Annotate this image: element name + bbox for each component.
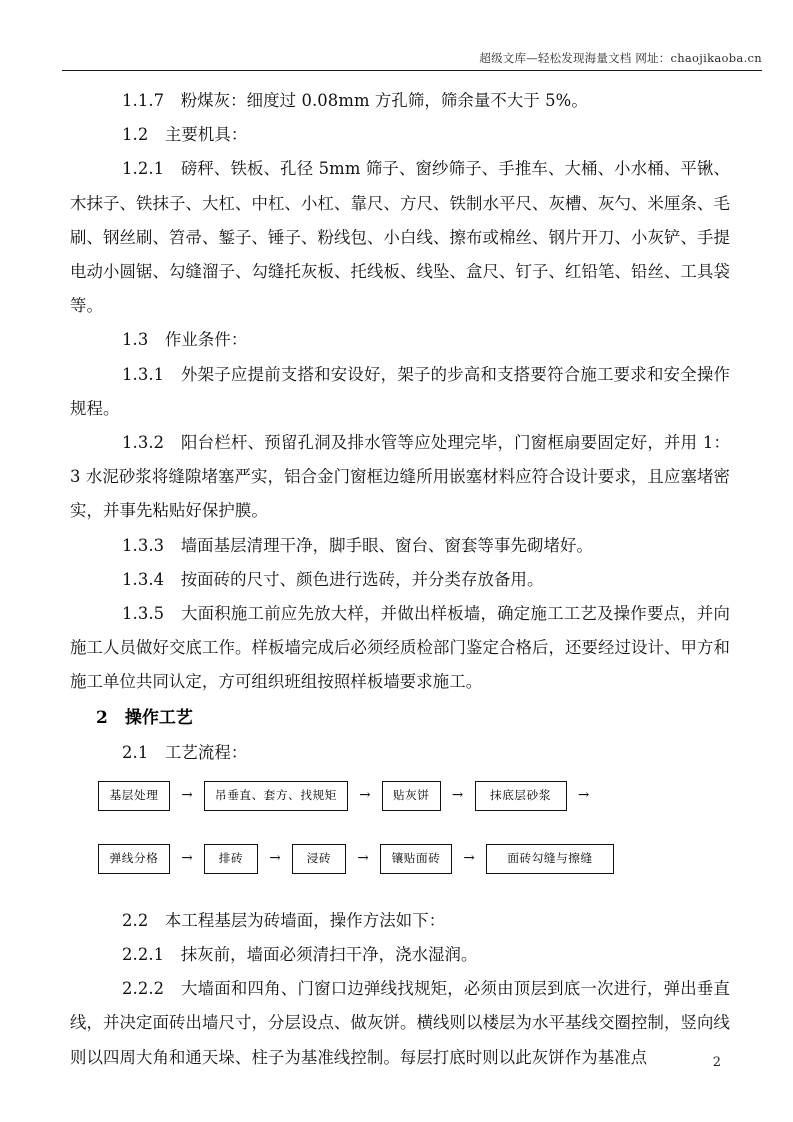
- flowchart-arrow-icon: →: [181, 787, 193, 804]
- flowchart-step: 抹底层砂浆: [475, 781, 567, 811]
- paragraph-1-3: 1.3 作业条件：: [122, 330, 248, 350]
- header-url-label: 网址：: [635, 51, 671, 65]
- flowchart-arrow-icon: →: [269, 850, 281, 867]
- paragraph-2-2-2: 2.2.2 大墙面和四角、门窗口边弹线找规矩，必须由顶层到底一次进行，弹出垂直线，并决定面砖出墙尺寸，分层设点、做灰饼。横线则以楼层为水平基线交圈控制，竖向线则以四周大角和通天垛、柱子为基准线控制。每层打底时则以此灰饼作为基准点: [70, 979, 730, 1067]
- flowchart-step: 面砖勾缝与擦缝: [486, 844, 614, 874]
- flowchart-arrow-icon: →: [359, 787, 371, 804]
- paragraph-1-3-5: 1.3.5 大面积施工前应先放大样，并做出样板墙，确定施工工艺及操作要点，并向施工人员做好交底工作。样板墙完成后必须经质检部门鉴定合格后，还要经过设计、甲方和施工单位共同认定，方可组织班组按照样板墙要求施工。: [70, 604, 730, 692]
- paragraph-2-2-1: 2.2.1 抹灰前，墙面必须清扫干净，浇水湿润。: [122, 945, 478, 965]
- paragraph-1-1-7: 1.1.7 粉煤灰：细度过 0.08mm 方孔筛，筛余量不大于 5%。: [122, 91, 588, 110]
- flowchart-arrow-icon: →: [451, 787, 464, 804]
- flowchart-row-2: [70, 842, 730, 876]
- flowchart-arrow-icon: →: [577, 787, 590, 804]
- flowchart-step: 吊垂直、套方、找规矩: [204, 781, 348, 811]
- paragraph-1-3-3: 1.3.3 墙面基层清理干净，脚手眼、窗台、窗套等事先砌堵好。: [122, 535, 593, 555]
- flowchart-step: 排砖: [204, 844, 258, 874]
- flowchart-step: 弹线分格: [98, 844, 170, 874]
- paragraph-1-3-4: 1.3.4 按面砖的尺寸、颜色进行选砖，并分类存放备用。: [122, 569, 544, 589]
- paragraph-2-1: 2.1 工艺流程：: [122, 742, 248, 762]
- flowchart-arrow-icon: →: [463, 850, 475, 867]
- flowchart-arrow-icon: →: [357, 850, 369, 867]
- flowchart-step: 贴灰饼: [382, 781, 441, 811]
- paragraph-1-2: 1.2 主要机具：: [122, 125, 248, 145]
- flowchart-step: 浸砖: [292, 844, 346, 874]
- flowchart-arrow-icon: →: [181, 850, 193, 867]
- page-number: 2: [712, 1055, 721, 1070]
- paragraph-1-3-1: 1.3.1 外架子应提前支搭和安设好，架子的步高和支搭要符合施工要求和安全操作规程。: [70, 364, 730, 418]
- flowchart-step: 基层处理: [98, 781, 170, 811]
- paragraph-1-3-2: 1.3.2 阳台栏杆、预留孔洞及排水管等应处理完毕，门窗框扇要固定好，并用 1：3 水泥砂浆将缝隙堵塞严实，铝合金门窗框边缝所用嵌塞材料应符合设计要求，且应塞堵密实，并事先粘贴好保护膜。: [70, 433, 730, 521]
- header-url: chaojikaoba.cn: [670, 51, 762, 65]
- flowchart-row-1: [70, 779, 730, 813]
- section-heading-2: 2 操作工艺: [96, 707, 193, 728]
- header-site-name: 超级文库—轻松发现海量文档: [479, 51, 632, 65]
- header-watermark-text: [479, 50, 762, 66]
- paragraph-2-2: 2.2 本工程基层为砖墙面，操作方法如下：: [122, 910, 446, 930]
- paragraph-1-2-1: 1.2.1 磅秤、铁板、孔径 5mm 筛子、窗纱筛子、手推车、大桶、小水桶、平锹、木抹子、铁抹子、大杠、中杠、小杠、靠尺、方尺、铁制水平尺、灰槽、灰勺、米厘条、毛刷、钢丝刷、笤帚、錾子、锤子、粉线包、小白线、擦布或棉丝、钢片开刀、小灰铲、手提电动小圆锯、勾缝溜子、勾缝托灰板、托线板、线坠、盒尺、钉子、红铅笔、铅丝、工具袋等。: [70, 159, 730, 316]
- header-divider: [62, 70, 762, 71]
- flowchart-step: 镶贴面砖: [380, 844, 452, 874]
- page-header: [62, 50, 762, 74]
- document-body: [70, 84, 730, 1075]
- process-flowchart: [70, 779, 730, 876]
